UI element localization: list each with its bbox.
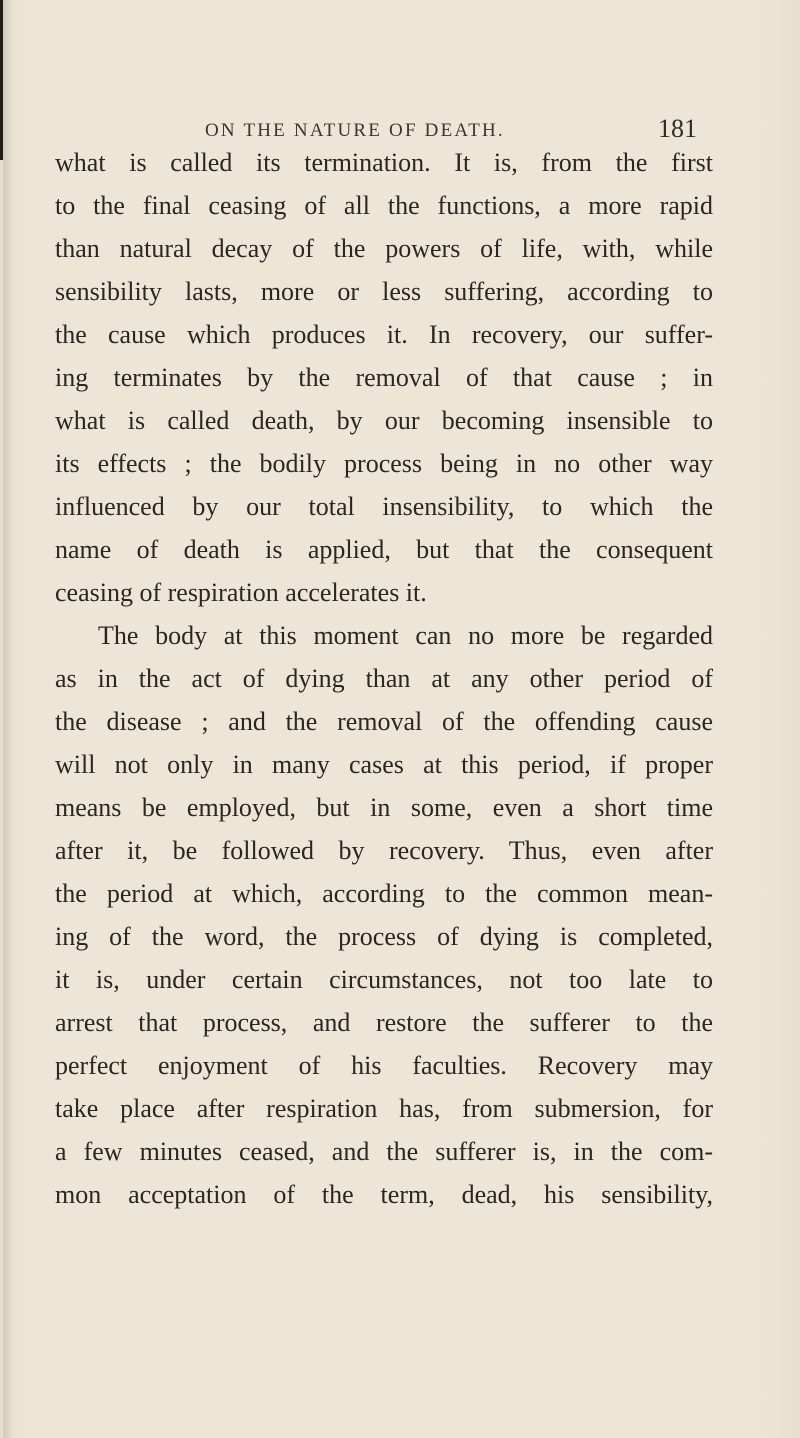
- text-line-3: than natural decay of the powers of life, with, while: [55, 234, 713, 263]
- text-line-25: mon acceptation of the term, dead, his sensibility,: [55, 1180, 713, 1209]
- page-number: 181: [658, 114, 697, 143]
- text-line-13: as in the act of dying than at any other period of: [55, 664, 713, 693]
- text-line-19: ing of the word, the process of dying is completed,: [55, 922, 713, 951]
- text-line-23: take place after respiration has, from submersion, for: [55, 1094, 713, 1123]
- text-line-11: ceasing of respiration accelerates it.: [55, 578, 427, 607]
- text-line-4: sensibility lasts, more or less suffering, according to: [55, 277, 713, 306]
- text-line-9: influenced by our total insensibility, to which the: [55, 492, 713, 521]
- text-line-24: a few minutes ceased, and the sufferer is, in the com-: [55, 1137, 713, 1166]
- text-line-1: what is called its termination. It is, from the first: [55, 148, 713, 177]
- text-line-10: name of death is applied, but that the consequent: [55, 535, 713, 564]
- binding-shadow: [3, 0, 13, 1438]
- running-title: ON THE NATURE OF DEATH.: [205, 120, 505, 141]
- text-line-5: the cause which produces it. In recovery, our suffer-: [55, 320, 713, 349]
- text-line-21: arrest that process, and restore the sufferer to the: [55, 1008, 713, 1037]
- text-line-17: after it, be followed by recovery. Thus, even after: [55, 836, 713, 865]
- text-line-2: to the final ceasing of all the functions, a more rapid: [55, 191, 713, 220]
- text-line-18: the period at which, according to the common mean-: [55, 879, 713, 908]
- text-line-12: The body at this moment can no more be regarded: [98, 621, 713, 650]
- text-line-16: means be employed, but in some, even a short time: [55, 793, 713, 822]
- text-line-8: its effects ; the bodily process being in no other way: [55, 449, 713, 478]
- text-line-20: it is, under certain circumstances, not too late to: [55, 965, 713, 994]
- text-line-15: will not only in many cases at this period, if proper: [55, 750, 713, 779]
- text-line-14: the disease ; and the removal of the offending cause: [55, 707, 713, 736]
- text-line-7: what is called death, by our becoming insensible to: [55, 406, 713, 435]
- text-line-22: perfect enjoyment of his faculties. Recovery may: [55, 1051, 713, 1080]
- text-line-6: ing terminates by the removal of that cause ; in: [55, 363, 713, 392]
